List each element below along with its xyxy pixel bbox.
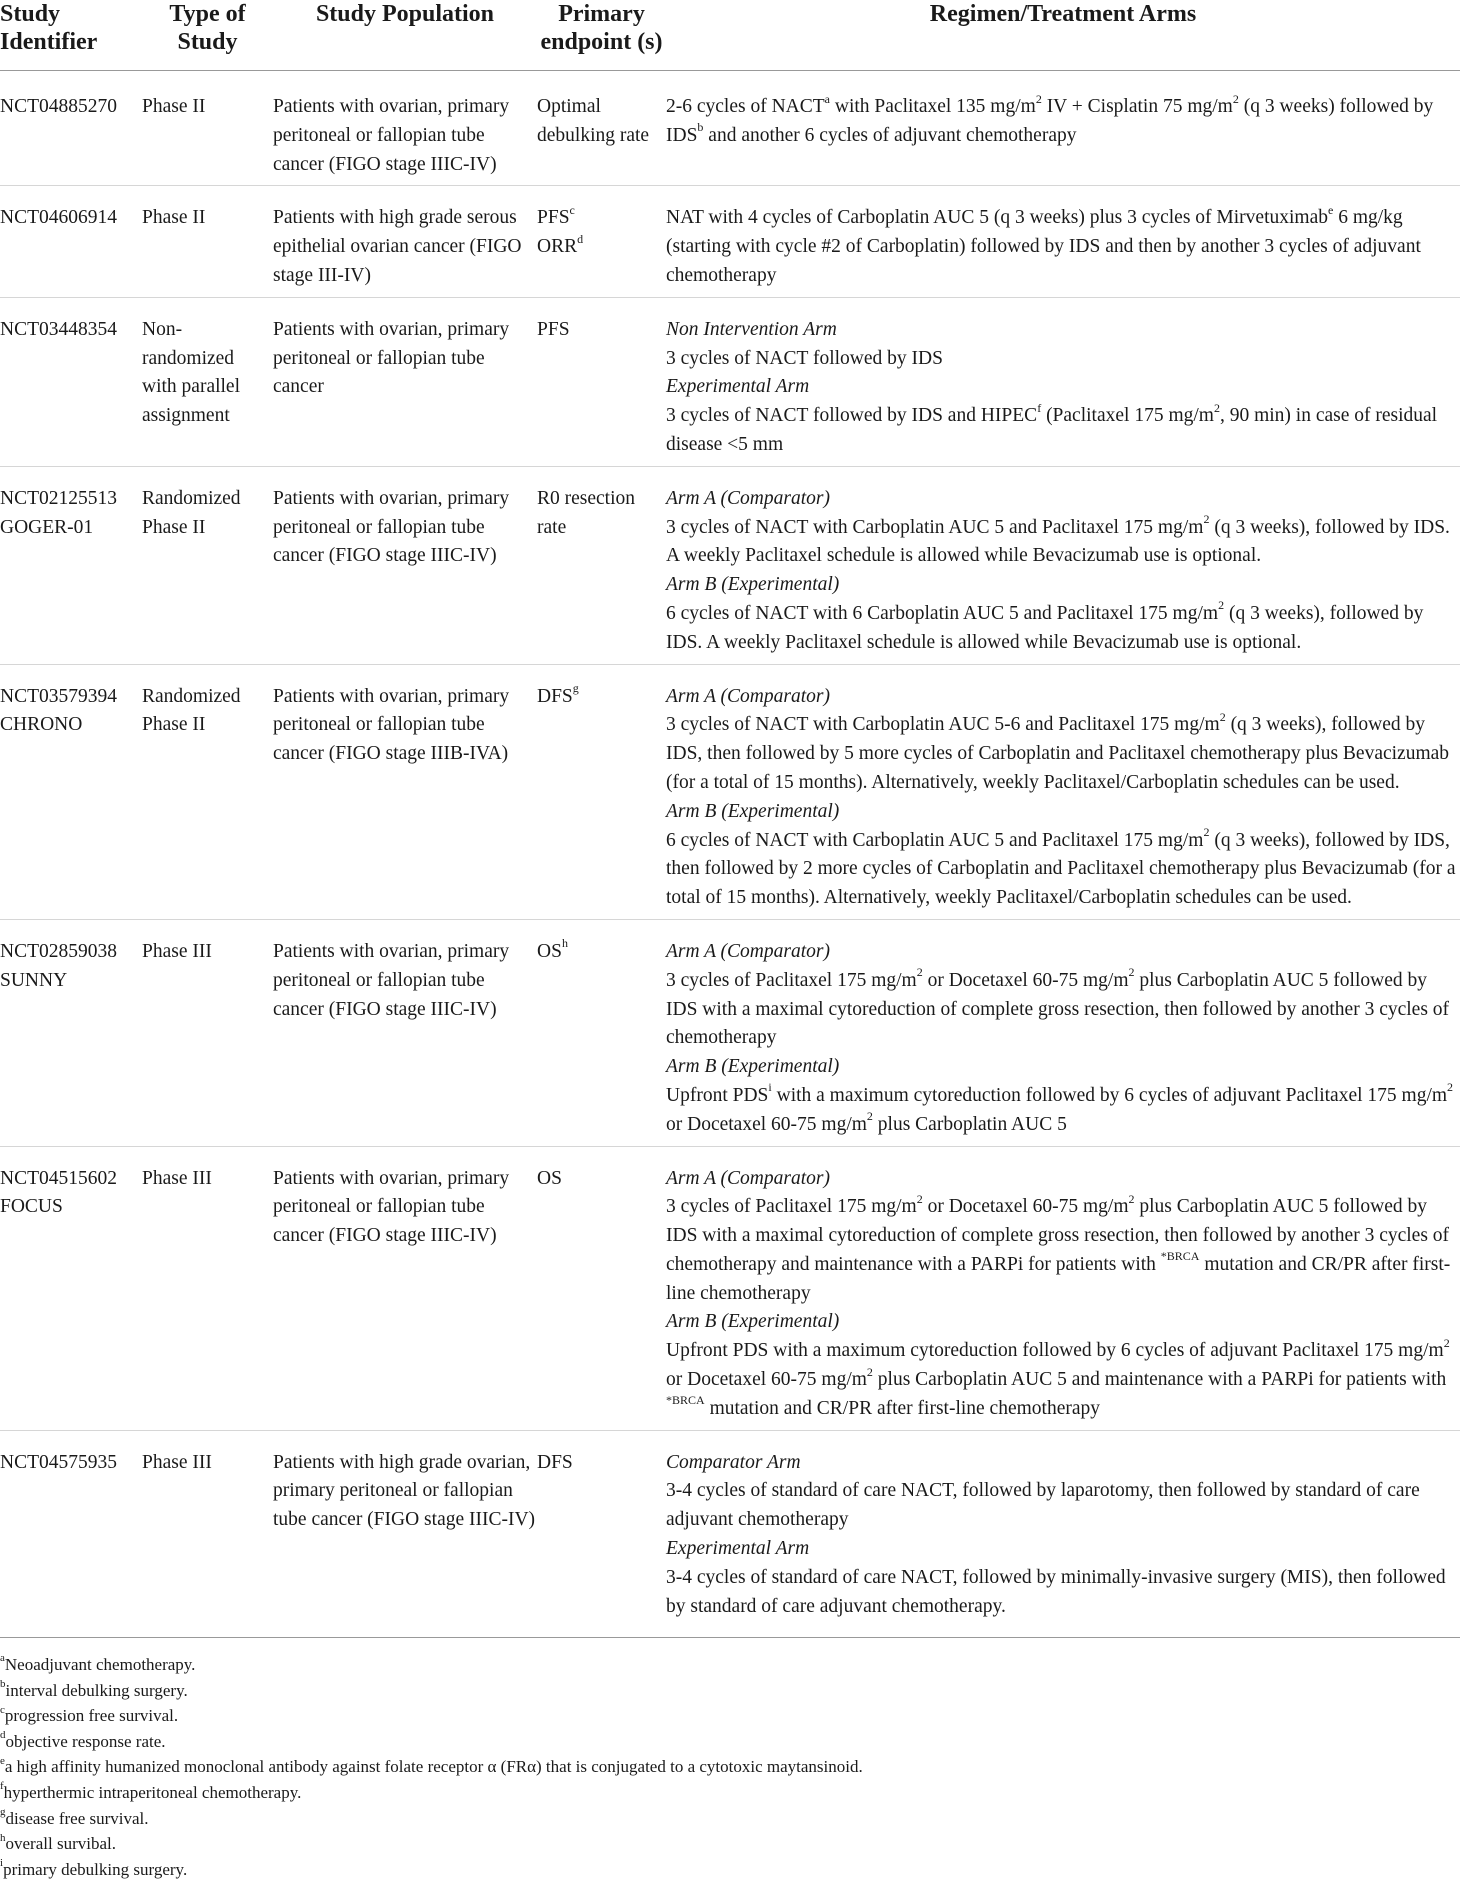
study-population-cell: Patients with ovarian, primary peritoneal or fallopian tube cancer (FIGO stage IIIC-IV) [273, 1146, 537, 1430]
study-id: GOGER-01 [0, 516, 94, 538]
table-row [0, 664, 1460, 919]
footnote-mark: 2 [1128, 1191, 1135, 1206]
study-id: NCT04515602 [0, 1167, 117, 1189]
study-id: NCT04575935 [0, 1451, 117, 1473]
footnote-mark: i [0, 1857, 4, 1870]
study-type-cell: Phase II [142, 186, 273, 297]
study-type-cell: Phase III [142, 1146, 273, 1430]
footnote-mark: 2 [1128, 965, 1135, 980]
footnote-mark: 2 [1203, 825, 1210, 840]
footnote-mark: d [0, 1729, 6, 1742]
arm-description: 3-4 cycles of standard of care NACT, followed by laparotomy, then followed by standard of care adjuvant chemotherapy [666, 1480, 1420, 1531]
arm-description: NAT with 4 cycles of Carboplatin AUC 5 (q 3 weeks) plus 3 cycles of Mirvetuximab$^e$ 6 mg/kg (starting with cycle #2 of Carboplatin) followed by IDS and then by another 3 cycles of adjuvant chemotherapy [666, 202, 1421, 286]
arm-label: Experimental Arm [666, 376, 810, 398]
endpoint-item: $OS^h$ [537, 936, 568, 962]
regimen-cell [666, 664, 1460, 919]
footnote: $^b$interval debulking surgery. [0, 1677, 188, 1700]
endpoint-item: R0 resection rate [537, 487, 636, 538]
footnote-mark: b [0, 1677, 6, 1690]
table-row [0, 1146, 1460, 1430]
study-type-cell: Non-randomized with parallel assignment [142, 297, 273, 466]
primary-endpoint-cell [537, 1430, 666, 1638]
footnote-mark: f [0, 1780, 4, 1793]
arm-label: Experimental Arm [666, 1538, 810, 1560]
footnote-mark: g [0, 1805, 6, 1818]
footnote-mark: 2 [1035, 91, 1042, 106]
endpoint-item: Optimal debulking rate [537, 96, 650, 146]
arm-label: Arm B (Experimental) [666, 1056, 840, 1078]
arm-label: Arm A (Comparator) [666, 1167, 830, 1189]
regimen-cell [666, 186, 1460, 297]
study-type-cell: Phase II [142, 71, 273, 186]
footnote-mark: e [1327, 202, 1334, 217]
footnote: $^i$primary debulking surgery. [0, 1857, 188, 1879]
footnote-mark: 2 [866, 1364, 873, 1379]
footnote: $^e$a high affinity humanized monoclonal antibody against folate receptor α (FRα) that is conjugated to a cytotoxic maytansinoid. [0, 1754, 863, 1777]
study-id: NCT02859038 [0, 940, 117, 962]
arm-label: Arm B (Experimental) [666, 1311, 840, 1333]
endpoint-item: PFS [537, 318, 570, 340]
study-type-cell: Randomized Phase II [142, 466, 273, 664]
study-identifier-cell [0, 297, 142, 466]
study-id: CHRONO [0, 714, 83, 736]
study-population-cell: Patients with ovarian, primary peritoneal or fallopian tube cancer [273, 297, 537, 466]
arm-label: Non Intervention Arm [666, 318, 837, 340]
footnote-mark: f [1037, 400, 1042, 415]
footnote-mark: b [697, 120, 704, 135]
study-identifier-cell [0, 466, 142, 664]
footnote-mark: a [824, 91, 830, 106]
header-row [0, 0, 1460, 71]
header-study-identifier: Study Identifier [0, 0, 142, 71]
regimen-cell [666, 466, 1460, 664]
footnote-mark: 2 [1447, 1080, 1454, 1095]
study-id: FOCUS [0, 1196, 63, 1218]
footnote-mark: c [569, 202, 575, 217]
footnote-mark: d [577, 231, 584, 246]
regimen-cell [666, 71, 1460, 186]
footnote-mark: a [0, 1652, 5, 1665]
table-row [0, 297, 1460, 466]
footnote-mark: 2 [1213, 400, 1220, 415]
footnotes [0, 1652, 1460, 1882]
footnote: $^d$objective response rate. [0, 1729, 166, 1751]
endpoint-item: ORR$^d$ [537, 231, 584, 258]
study-population-cell: Patients with ovarian, primary peritoneal or fallopian tube cancer (FIGO stage IIIB-IVA) [273, 664, 537, 919]
footnote-mark: *BRCA [666, 1393, 705, 1408]
study-identifier-cell [0, 1146, 142, 1430]
footnote-mark: h [561, 936, 568, 951]
footnote-mark: 2 [1218, 598, 1225, 613]
study-id: SUNNY [0, 969, 68, 991]
study-type-cell: Phase III [142, 1430, 273, 1638]
study-population-cell: Patients with ovarian, primary peritoneal or fallopian tube cancer (FIGO stage IIIC-IV) [273, 919, 537, 1146]
footnote-mark: 2 [916, 965, 923, 980]
endpoint-item: PFS$^c$ [537, 202, 575, 229]
arm-description: 3 cycles of NACT followed by IDS [666, 347, 943, 369]
arm-label: Arm A (Comparator) [666, 940, 830, 962]
table-row [0, 186, 1460, 297]
primary-endpoint-cell [537, 297, 666, 466]
arm-description: 3 cycles of NACT with Carboplatin AUC 5 and Paclitaxel 175 $mg/m^2$ (q 3 weeks), followed by IDS. A weekly Paclitaxel schedule is allowed while Bevacizumab use is optional. [666, 512, 1450, 567]
arm-description: 6 cycles of NACT with 6 Carboplatin AUC 5 and Paclitaxel 175 $mg/m^2$ (q 3 weeks), followed by IDS. A weekly Paclitaxel schedule is allowed while Bevacizumab use is optional. [666, 598, 1424, 653]
footnote-mark: g [572, 681, 579, 696]
regimen-cell [666, 1430, 1460, 1638]
arm-description: 3 cycles of Paclitaxel 175 $mg/m^2$ or Docetaxel 60-75 $mg/m^2$ plus Carboplatin AUC 5 followed by IDS with a maximal cytoreduction of complete gross resection, then followed by another 3 cycles of chemotherapy and maintenance with a PARPi for patients with $^{*BRCA}$ mutation and CR/PR after first-line chemotherapy [666, 1191, 1451, 1304]
header-primary-endpoint: Primary endpoint (s) [537, 0, 666, 71]
footnote-mark: 2 [866, 1109, 873, 1124]
header-type-of-study: Type of Study [142, 0, 273, 71]
regimen-cell [666, 919, 1460, 1146]
footnote: $^h$overall survibal. [0, 1831, 116, 1854]
study-id: NCT04606914 [0, 207, 117, 229]
footnote-mark: 2 [1443, 1335, 1450, 1350]
endpoint-item: DFS$^g$ [537, 681, 579, 707]
study-identifier-cell [0, 1430, 142, 1638]
arm-description: 2-6 cycles of NACT$^a$ with Paclitaxel 135 $mg/m^2$ IV + Cisplatin 75 $mg/m^2$ (q 3 weeks) followed by IDS$^b$ and another 6 cycles of adjuvant chemotherapy [666, 91, 1434, 146]
study-identifier-cell [0, 186, 142, 297]
primary-endpoint-cell [537, 664, 666, 919]
table-row [0, 466, 1460, 664]
arm-description: 3 cycles of NACT with Carboplatin AUC 5-6 and Paclitaxel 175 $mg/m^2$ (q 3 weeks), followed by IDS, then followed by 5 more cycles of Carboplatin and Paclitaxel chemotherapy plus Bevacizumab (for a total of 15 months). Alternatively, weekly Paclitaxel/Carboplatin schedules can be used. [666, 709, 1450, 793]
primary-endpoint-cell [537, 466, 666, 664]
study-identifier-cell [0, 71, 142, 186]
regimen-cell [666, 1146, 1460, 1430]
arm-description: 6 cycles of NACT with Carboplatin AUC 5 and Paclitaxel 175 $mg/m^2$ (q 3 weeks), followed by IDS, then followed by 2 more cycles of Carboplatin and Paclitaxel chemotherapy plus Bevacizumab (for a total of 15 months). Alternatively, weekly Paclitaxel/Carboplatin schedules can be used. [666, 825, 1456, 909]
footnote-mark: h [0, 1831, 6, 1844]
endpoint-item: OS [537, 1167, 562, 1189]
footnote-mark: 2 [1203, 512, 1210, 527]
study-population-cell: Patients with high grade serous epithelial ovarian cancer (FIGO stage III-IV) [273, 186, 537, 297]
footnote: $^c$progression free survival. [0, 1703, 179, 1726]
study-id: NCT03448354 [0, 318, 117, 340]
arm-label: Arm B (Experimental) [666, 800, 840, 822]
footnote: $^g$disease free survival. [0, 1805, 149, 1828]
footnote-mark: c [0, 1703, 5, 1716]
footnote: $^f$hyperthermic intraperitoneal chemotherapy. [0, 1780, 302, 1802]
study-type-cell: Randomized Phase II [142, 664, 273, 919]
study-id: NCT03579394 [0, 685, 117, 707]
study-id: NCT02125513 [0, 487, 117, 509]
study-population-cell: Patients with ovarian, primary peritoneal or fallopian tube cancer (FIGO stage IIIC-IV) [273, 71, 537, 186]
arm-description: Upfront PDS with a maximum cytoreduction followed by 6 cycles of adjuvant Paclitaxel 175 $mg/m^2$ or Docetaxel 60-75 $mg/m^2$ plus Carboplatin AUC 5 and maintenance with a PARPi for patients with $^{*BRCA}$ mutation and CR/PR after first-line chemotherapy [666, 1335, 1450, 1419]
table-row [0, 1430, 1460, 1638]
study-population-cell: Patients with high grade ovarian, primary peritoneal or fallopian tube cancer (FIGO stage IIIC-IV) [273, 1430, 537, 1638]
arm-description: Upfront PDS$^i$ with a maximum cytoreduction followed by 6 cycles of adjuvant Paclitaxel 175 $mg/m^2$ or Docetaxel 60-75 $mg/m^2$ plus Carboplatin AUC 5 [666, 1080, 1454, 1135]
table-row [0, 919, 1460, 1146]
arm-description: 3 cycles of NACT followed by IDS and HIPEC$^f$ (Paclitaxel 175 $mg/m^2$, 90 min) in case of residual disease <5 mm [666, 400, 1438, 455]
header-study-population: Study Population [273, 0, 537, 71]
table-body [0, 71, 1460, 1638]
study-id: NCT04885270 [0, 96, 117, 117]
arm-description: 3 cycles of Paclitaxel 175 $mg/m^2$ or Docetaxel 60-75 $mg/m^2$ plus Carboplatin AUC 5 followed by IDS with a maximal cytoreduction of complete gross resection, then followed by another 3 cycles of chemotherapy [666, 965, 1450, 1049]
arm-label: Arm A (Comparator) [666, 487, 830, 509]
endpoint-item: DFS [537, 1451, 573, 1473]
study-type-cell: Phase III [142, 919, 273, 1146]
arm-label: Arm A (Comparator) [666, 685, 830, 707]
footnote-mark: e [0, 1754, 5, 1767]
primary-endpoint-cell [537, 919, 666, 1146]
study-identifier-cell [0, 919, 142, 1146]
regimen-cell [666, 297, 1460, 466]
study-identifier-cell [0, 664, 142, 919]
primary-endpoint-cell [537, 186, 666, 297]
footnote-mark: 2 [916, 1191, 923, 1206]
arm-label: Arm B (Experimental) [666, 574, 840, 596]
arm-description: 3-4 cycles of standard of care NACT, followed by minimally-invasive surgery (MIS), then followed by standard of care adjuvant chemotherapy. [666, 1566, 1446, 1617]
primary-endpoint-cell [537, 71, 666, 186]
study-population-cell: Patients with ovarian, primary peritoneal or fallopian tube cancer (FIGO stage IIIC-IV) [273, 466, 537, 664]
primary-endpoint-cell [537, 1146, 666, 1430]
table-row [0, 71, 1460, 186]
footnote-mark: *BRCA [1160, 1249, 1200, 1264]
footnote-mark: 2 [1232, 91, 1239, 106]
footnote-mark: 2 [1219, 709, 1226, 724]
footnote-mark: i [768, 1080, 772, 1095]
footnote: $^a$Neoadjuvant chemotherapy. [0, 1652, 196, 1674]
header-regimen: Regimen/Treatment Arms [666, 0, 1460, 71]
arm-label: Comparator Arm [666, 1451, 801, 1473]
